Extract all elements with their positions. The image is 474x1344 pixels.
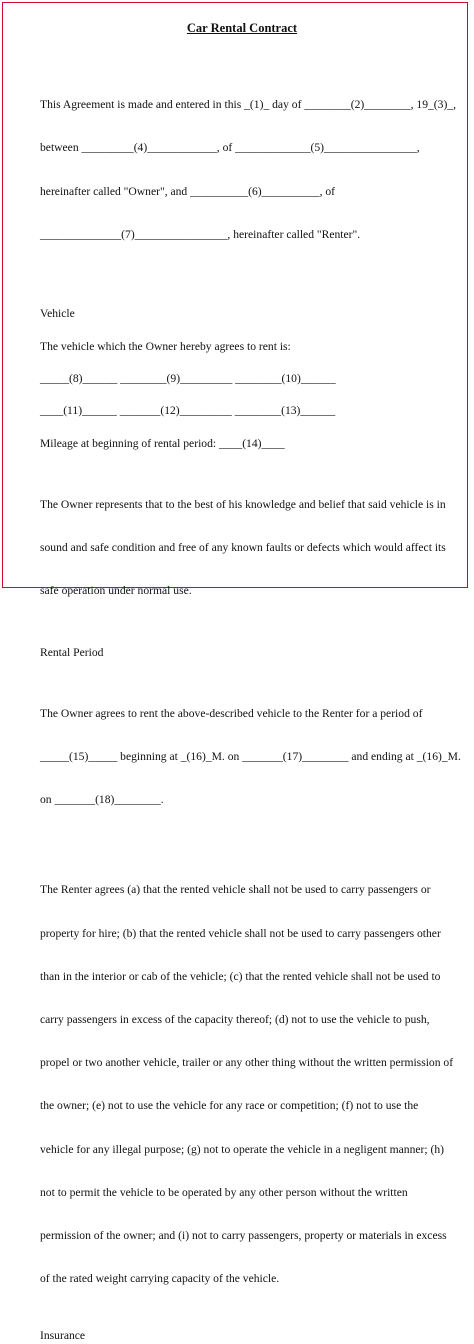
representation-line: safe operation under normal use. xyxy=(40,584,192,598)
intro-line: between _________(4)____________, of _____________(5)________________, xyxy=(40,141,420,155)
terms-line: carry passengers in excess of the capacity thereof; (d) not to use the vehicle to push, xyxy=(40,1012,430,1026)
terms-line: propel or two another vehicle, trailer or any other thing without the written permission of xyxy=(40,1056,454,1070)
vehicle-heading: Vehicle xyxy=(40,307,75,321)
terms-line: permission of the owner; and (i) not to carry passengers, property or materials in excess xyxy=(40,1229,447,1243)
representation-paragraph xyxy=(40,469,444,627)
document-title: Car Rental Contract xyxy=(186,21,298,35)
rental-period-paragraph xyxy=(40,678,461,836)
page-border xyxy=(2,2,468,1343)
terms-line: not to permit the vehicle to be operated by any other person without the written xyxy=(40,1185,408,1199)
terms-line: The Renter agrees (a) that the rented vehicle shall not be used to carry passengers or xyxy=(40,883,431,897)
intro-line: This Agreement is made and entered in this _(1)_ day of ________(2)________, 19_(3)_, xyxy=(40,98,456,112)
terms-line: of the rated weight carrying capacity of the vehicle. xyxy=(40,1272,280,1286)
vehicle-fields-row-2: ____(11)______ _______(12)_________ ________(13)______ xyxy=(40,404,336,418)
rental-line: on _______(18)________. xyxy=(40,793,164,807)
contract-page xyxy=(40,21,461,1344)
rental-period-heading: Rental Period xyxy=(40,645,104,659)
terms-line: property for hire; (b) that the rented vehicle shall not be used to carry passengers other xyxy=(40,926,441,940)
representation-line: sound and safe condition and free of any known faults or defects which would affect its xyxy=(40,541,446,555)
vehicle-fields-row-1: _____(8)______ ________(9)_________ ________(10)______ xyxy=(40,371,336,385)
terms-line: the owner; (e) not to use the vehicle for any race or competition; (f) not to use the xyxy=(40,1099,419,1113)
rental-line: _____(15)_____ beginning at _(16)_M. on _______(17)________ and ending at _(16)_M. xyxy=(40,750,461,764)
terms-line: than in the interior or cab of the vehicle; (c) that the rented vehicle shall not be used to xyxy=(40,969,441,983)
terms-line: vehicle for any illegal purpose; (g) not to operate the vehicle in a negligent manner; (h) xyxy=(40,1142,445,1156)
mileage-line: Mileage at beginning of rental period: ____(14)____ xyxy=(40,436,285,450)
vehicle-intro: The vehicle which the Owner hereby agrees to rent is: xyxy=(40,339,291,353)
representation-line: The Owner represents that to the best of his knowledge and belief that said vehicle is in xyxy=(40,497,446,511)
terms-paragraph xyxy=(40,854,454,1315)
insurance-heading: Insurance xyxy=(40,1329,86,1343)
rental-line: The Owner agrees to rent the above-described vehicle to the Renter for a period of xyxy=(40,706,423,720)
intro-line: hereinafter called "Owner", and __________(6)__________, of xyxy=(40,184,336,198)
intro-paragraph xyxy=(40,69,456,271)
intro-line: ______________(7)________________, hereinafter called "Renter". xyxy=(40,227,361,241)
